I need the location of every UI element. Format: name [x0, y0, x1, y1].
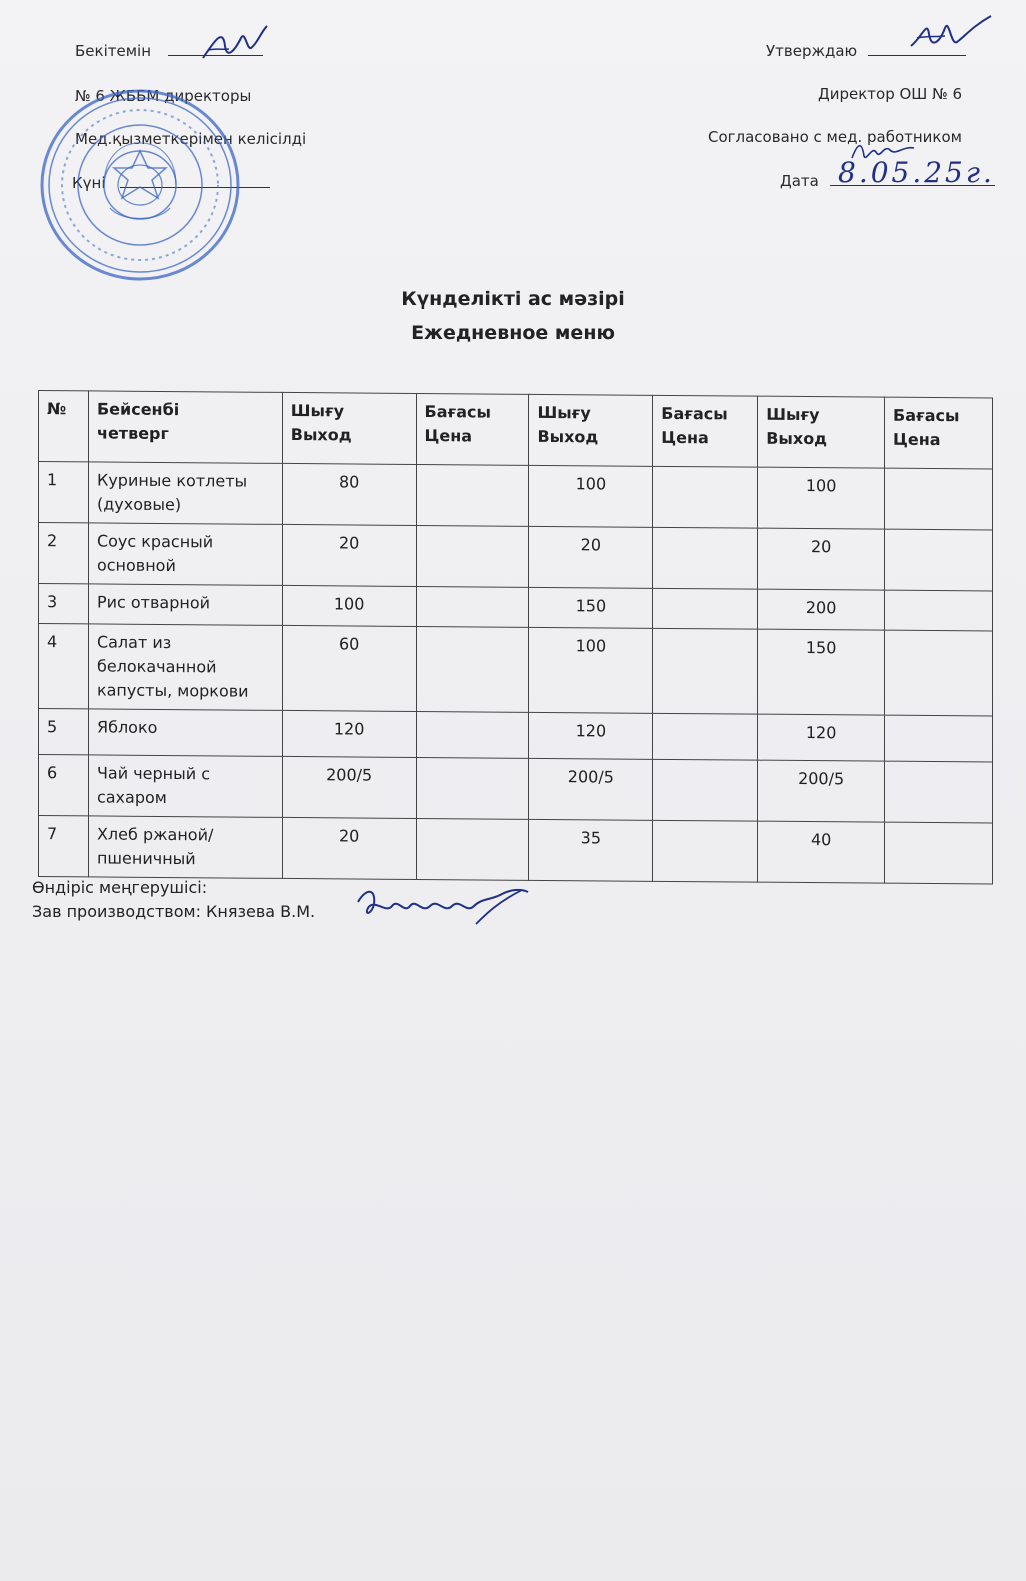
price-cell: [885, 761, 993, 823]
official-stamp: [40, 88, 240, 283]
column-header-line: Бағасы: [893, 405, 960, 426]
price-cell: [653, 820, 758, 882]
portion-output: 20: [758, 528, 885, 590]
portion-output: 200: [758, 589, 885, 630]
portion-output: 120: [282, 710, 416, 757]
price-cell: [885, 590, 993, 631]
portion-output: 120: [758, 714, 885, 761]
column-header-7: [885, 397, 993, 469]
column-header-1: [88, 391, 282, 464]
dish-name: Соус красный основной: [88, 523, 282, 586]
portion-output: 120: [529, 712, 653, 759]
price-cell: [416, 626, 529, 712]
price-cell: [416, 757, 529, 819]
production-manager-signature: [352, 884, 532, 934]
row-number: 4: [39, 624, 89, 709]
portion-output: 150: [529, 587, 653, 628]
portion-output: 35: [529, 819, 653, 881]
day-label-kz: Күні: [72, 174, 270, 192]
price-cell: [885, 529, 993, 591]
price-cell: [416, 586, 529, 627]
footer-kz: Өндіріс меңгерушісі:: [32, 878, 208, 897]
portion-output: 100: [282, 585, 416, 626]
column-header-line: Цена: [893, 429, 941, 450]
price-cell: [653, 628, 758, 714]
title-kz: Күнделікті ас мәзірі: [401, 288, 625, 310]
portion-output: 150: [758, 629, 885, 715]
row-number: 7: [39, 816, 89, 877]
price-cell: [416, 818, 529, 880]
portion-output: 100: [758, 467, 885, 529]
date-value: 8.05.25г.: [838, 156, 995, 189]
table-body: [39, 462, 993, 884]
row-number: 3: [39, 584, 89, 624]
director-signature-left: [195, 20, 270, 65]
table-row: [39, 462, 993, 530]
price-cell: [885, 822, 993, 884]
column-header-line: №: [47, 399, 67, 419]
table-row: [39, 816, 993, 884]
portion-output: 20: [282, 524, 416, 586]
table-row: [39, 755, 993, 823]
column-header-line: Бейсенбі: [96, 399, 180, 420]
portion-output: 80: [282, 463, 416, 525]
row-number: 5: [39, 709, 89, 755]
column-header-line: Шығу: [766, 404, 820, 425]
director-label-ru: Директор ОШ № 6: [818, 85, 963, 103]
footer-ru: Зав производством: Князева В.М.: [32, 902, 316, 921]
dish-name: Чай черный с сахаром: [88, 755, 282, 818]
price-cell: [416, 711, 529, 758]
portion-output: 200/5: [282, 756, 416, 818]
agreed-label-kz: Мед.қызметкерімен келісілді: [75, 130, 307, 148]
price-cell: [653, 713, 758, 760]
column-header-line: Выход: [290, 424, 352, 445]
dish-name: Салат из белокачанной капусты, моркови: [88, 624, 282, 711]
portion-output: 20: [282, 817, 416, 879]
price-cell: [653, 527, 758, 589]
price-cell: [653, 759, 758, 821]
price-cell: [653, 588, 758, 629]
price-cell: [416, 525, 529, 587]
row-number: 1: [39, 462, 89, 523]
column-header-line: Выход: [537, 426, 599, 447]
portion-output: 40: [758, 821, 885, 883]
column-header-line: Цена: [661, 427, 709, 448]
portion-output: 60: [282, 625, 416, 711]
table-row: [39, 624, 993, 716]
row-number: 2: [39, 523, 89, 584]
column-header-line: Выход: [766, 428, 828, 449]
approve-label-ru: Утверждаю: [766, 42, 966, 60]
table-row: [39, 523, 993, 591]
table-header-row: [39, 391, 993, 469]
dish-name: Хлеб ржаной/пшеничный: [88, 816, 282, 879]
price-cell: [416, 464, 529, 526]
date-label-ru: Дата: [780, 172, 995, 190]
price-cell: [885, 468, 993, 530]
director-label-kz: № 6 ЖББМ директоры: [75, 87, 252, 105]
director-signature-right: [905, 12, 995, 57]
price-cell: [653, 466, 758, 528]
price-cell: [885, 630, 993, 716]
portion-output: 200/5: [529, 758, 653, 820]
column-header-line: Бағасы: [661, 403, 728, 424]
portion-output: 100: [529, 465, 653, 527]
column-header-line: Бағасы: [424, 402, 491, 422]
column-header-2: [282, 392, 416, 464]
table-row: [39, 709, 993, 762]
column-header-line: Шығу: [290, 400, 345, 421]
column-header-line: четверг: [96, 423, 169, 444]
price-cell: [885, 715, 993, 762]
column-header-5: [653, 395, 758, 467]
menu-table: [38, 390, 993, 885]
row-number: 6: [39, 755, 89, 816]
column-header-6: [758, 396, 885, 468]
column-header-3: [416, 393, 529, 465]
portion-output: 100: [529, 627, 653, 713]
dish-name: Рис отварной: [88, 584, 282, 626]
dish-name: Куриные котлеты (духовые): [88, 462, 282, 525]
dish-name: Яблоко: [88, 709, 282, 757]
column-header-line: Цена: [424, 426, 473, 446]
agreed-label-ru: Согласовано с мед. работником: [708, 128, 962, 146]
title-ru: Ежедневное меню: [411, 322, 615, 344]
portion-output: 200/5: [758, 760, 885, 822]
column-header-0: [39, 391, 89, 462]
portion-output: 20: [529, 526, 653, 588]
approve-label-kz: Бекітемін: [75, 42, 263, 60]
column-header-line: Шығу: [537, 402, 591, 423]
column-header-4: [529, 394, 653, 466]
